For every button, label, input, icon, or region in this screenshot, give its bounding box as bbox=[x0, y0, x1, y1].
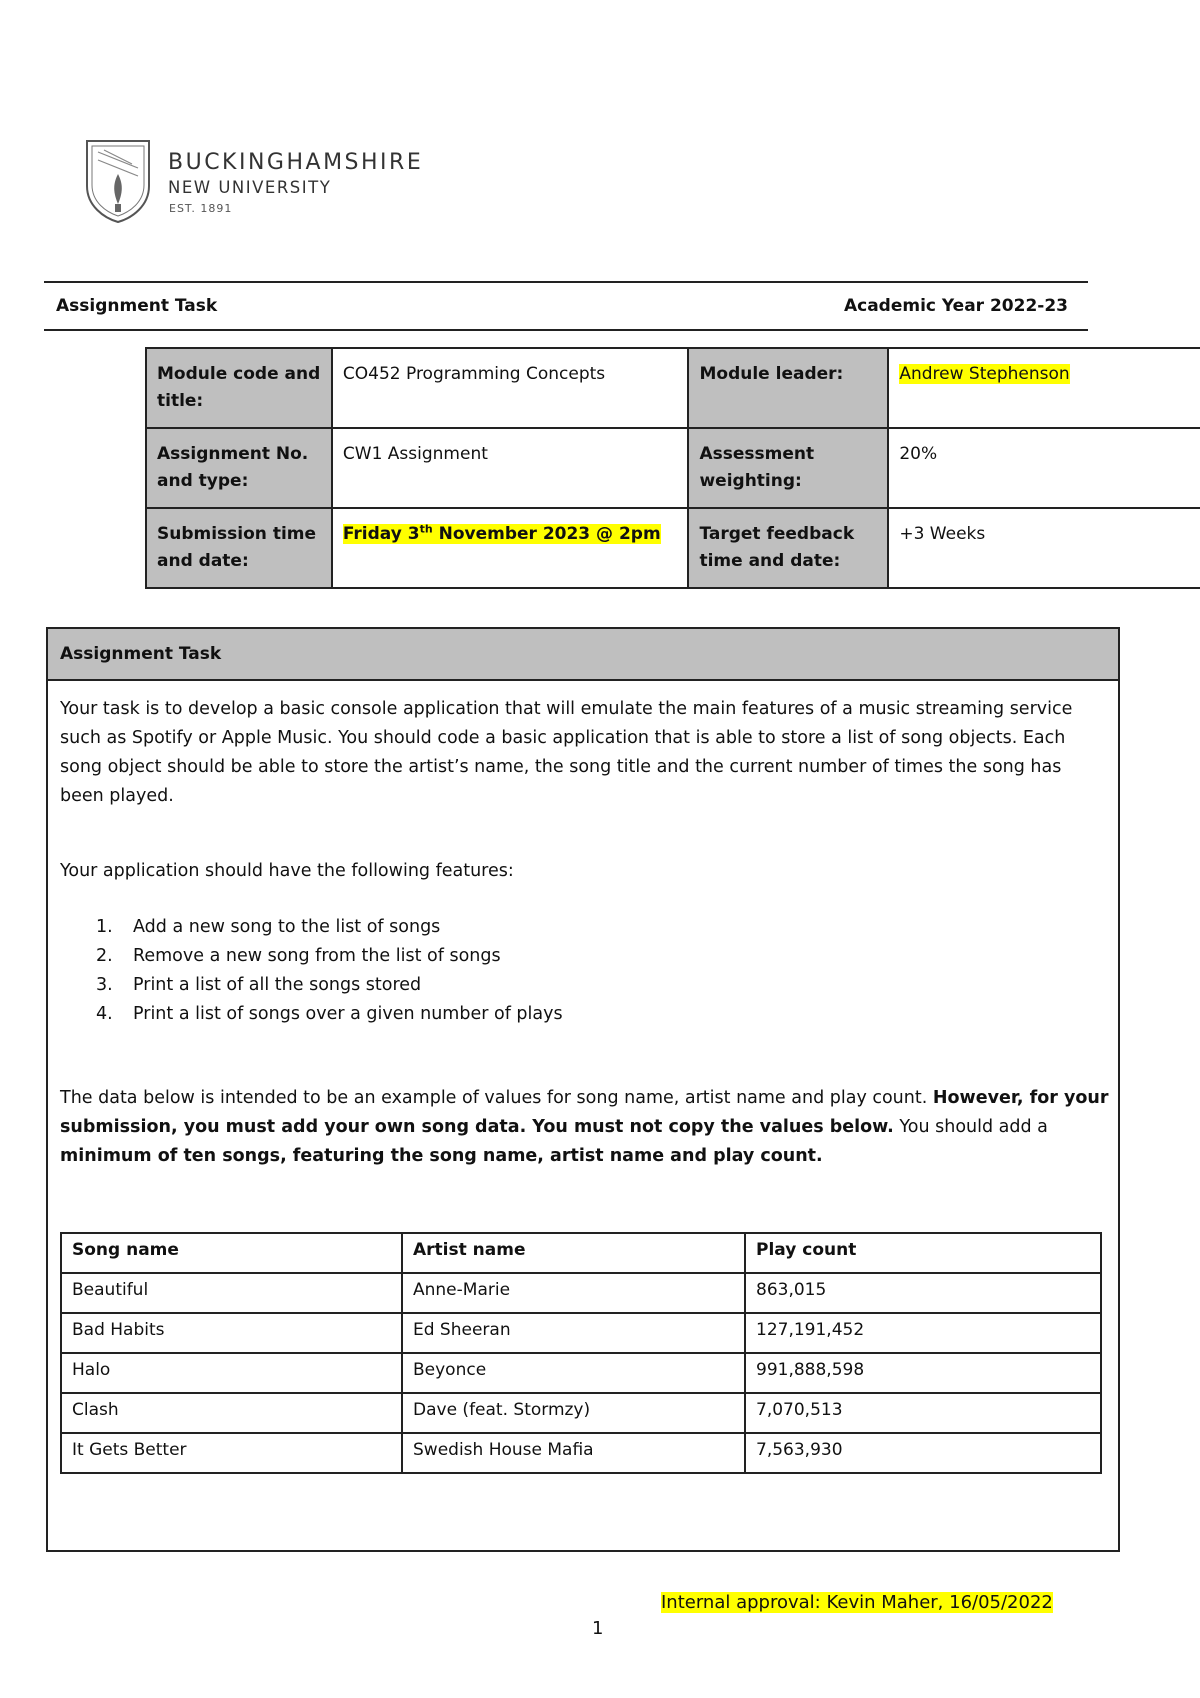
weighting-value: 20% bbox=[888, 428, 1200, 508]
song-name: Clash bbox=[61, 1393, 402, 1433]
list-text: Add a new song to the list of songs bbox=[133, 917, 441, 937]
module-leader-label: Module leader: bbox=[688, 348, 888, 428]
play-count: 7,563,930 bbox=[745, 1433, 1101, 1473]
song-name: Halo bbox=[61, 1353, 402, 1393]
list-number: 4. bbox=[96, 1004, 113, 1024]
table-row bbox=[61, 1273, 1101, 1313]
play-count: 863,015 bbox=[745, 1273, 1101, 1313]
artist-name: Ed Sheeran bbox=[402, 1313, 745, 1353]
crest-icon bbox=[84, 138, 152, 224]
university-logo bbox=[84, 138, 424, 224]
play-count: 991,888,598 bbox=[745, 1353, 1101, 1393]
table-row bbox=[61, 1393, 1101, 1433]
submission-cell bbox=[332, 508, 689, 588]
logo-line-1: BUCKINGHAMSHIRE bbox=[168, 150, 424, 175]
module-leader-value: Andrew Stephenson bbox=[899, 364, 1070, 384]
module-code-label: Module code and title: bbox=[146, 348, 332, 428]
submission-row bbox=[146, 508, 1200, 588]
logo-line-2: NEW UNIVERSITY bbox=[168, 178, 332, 197]
internal-approval: Internal approval: Kevin Maher, 16/05/2022 bbox=[661, 1592, 1053, 1613]
feedback-value: +3 Weeks bbox=[888, 508, 1200, 588]
list-text: Remove a new song from the list of songs bbox=[133, 946, 501, 966]
artist-name: Swedish House Mafia bbox=[402, 1433, 745, 1473]
song-name: Beautiful bbox=[61, 1273, 402, 1313]
submission-date-rest: November 2023 @ 2pm bbox=[432, 524, 661, 544]
artist-name: Beyonce bbox=[402, 1353, 745, 1393]
list-text: Print a list of songs over a given number of plays bbox=[133, 1004, 563, 1024]
table-row bbox=[61, 1433, 1101, 1473]
song-name: Bad Habits bbox=[61, 1313, 402, 1353]
logo-established: EST. 1891 bbox=[169, 202, 233, 215]
submission-date-suffix: th bbox=[419, 522, 433, 536]
module-info-table bbox=[145, 347, 1200, 589]
list-text: Print a list of all the songs stored bbox=[133, 975, 422, 995]
data-note-part-1: The data below is intended to be an example of values for song name, artist name and play count. bbox=[60, 1088, 933, 1108]
table-header-row bbox=[61, 1233, 1101, 1273]
data-note-part-3: You should add a bbox=[893, 1117, 1048, 1137]
header-title: Assignment Task bbox=[56, 296, 218, 316]
page-number: 1 bbox=[592, 1618, 604, 1639]
assignment-task-box bbox=[46, 627, 1120, 1552]
list-number: 2. bbox=[96, 946, 113, 966]
header-bar bbox=[44, 281, 1088, 331]
features-intro: Your application should have the following features: bbox=[60, 861, 514, 881]
play-count: 7,070,513 bbox=[745, 1393, 1101, 1433]
module-row bbox=[146, 348, 1200, 428]
academic-year: Academic Year 2022-23 bbox=[843, 296, 1068, 316]
table-row bbox=[61, 1353, 1101, 1393]
artist-name: Dave (feat. Stormzy) bbox=[402, 1393, 745, 1433]
submission-label: Submission time and date: bbox=[146, 508, 332, 588]
list-item bbox=[60, 913, 563, 942]
task-intro: Your task is to develop a basic console application that will emulate the main features of a music streaming service such as Spotify or Apple Music. You should code a basic application that is able to store a list of song objects. Each song object should be able to store the artist’s name, the song title and the current number of times the song has been played. bbox=[60, 699, 1073, 806]
task-title: Assignment Task bbox=[60, 644, 222, 664]
submission-value bbox=[343, 524, 661, 544]
assignment-row bbox=[146, 428, 1200, 508]
task-title-bar bbox=[48, 629, 1118, 681]
list-item bbox=[60, 942, 563, 971]
list-item bbox=[60, 1000, 563, 1029]
list-item bbox=[60, 971, 563, 1000]
list-number: 3. bbox=[96, 975, 113, 995]
play-count: 127,191,452 bbox=[745, 1313, 1101, 1353]
header-song-name: Song name bbox=[61, 1233, 402, 1273]
module-code-value: CO452 Programming Concepts bbox=[332, 348, 689, 428]
list-number: 1. bbox=[96, 917, 113, 937]
table-row bbox=[61, 1313, 1101, 1353]
feature-list bbox=[60, 913, 563, 1029]
assignment-no-value: CW1 Assignment bbox=[332, 428, 689, 508]
data-note bbox=[60, 1084, 1110, 1171]
submission-date-day: Friday 3 bbox=[342, 524, 420, 544]
data-note-part-2: However, for your submission, you must add your own song data. You must not copy the values below. bbox=[60, 1088, 1109, 1137]
weighting-label: Assessment weighting: bbox=[688, 428, 888, 508]
feedback-label: Target feedback time and date: bbox=[688, 508, 888, 588]
module-leader-cell bbox=[888, 348, 1200, 428]
data-note-part-4: minimum of ten songs, featuring the song name, artist name and play count. bbox=[60, 1146, 823, 1166]
header-play-count: Play count bbox=[745, 1233, 1101, 1273]
song-name: It Gets Better bbox=[61, 1433, 402, 1473]
song-table bbox=[60, 1232, 1102, 1474]
header-artist-name: Artist name bbox=[402, 1233, 745, 1273]
artist-name: Anne-Marie bbox=[402, 1273, 745, 1313]
assignment-no-label: Assignment No. and type: bbox=[146, 428, 332, 508]
